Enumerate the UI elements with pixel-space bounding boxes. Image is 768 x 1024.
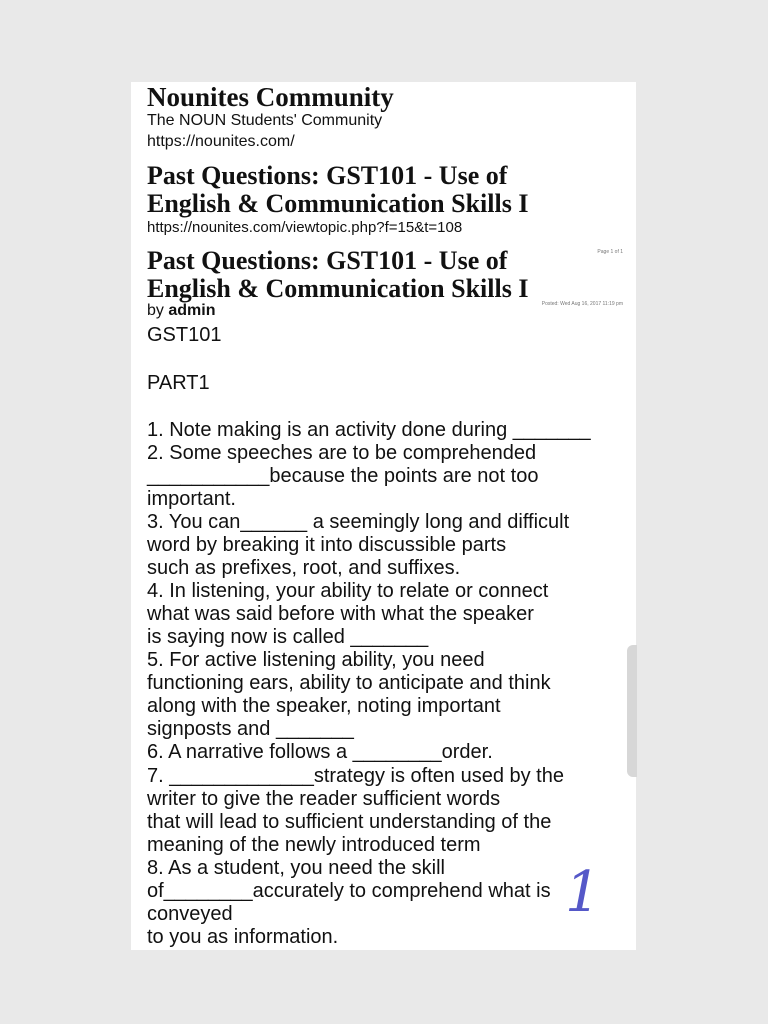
question-line: along with the speaker, noting important bbox=[147, 695, 501, 717]
by-label: by bbox=[147, 302, 164, 319]
question-line: conveyed bbox=[147, 903, 233, 925]
question-line: 8. As a student, you need the skill bbox=[147, 857, 445, 879]
question-line: 1. Note making is an activity done during _______ bbox=[147, 419, 591, 441]
question-line: 7. _____________strategy is often used by the bbox=[147, 765, 564, 787]
question-line: 3. You can______ a seemingly long and difficult bbox=[147, 511, 570, 533]
posted-date: Posted: Wed Aug 16, 2017 11:19 pm bbox=[541, 301, 623, 307]
question-line: important. bbox=[147, 488, 236, 510]
post-title-line2: English & Communication Skills I bbox=[147, 274, 529, 303]
byline bbox=[147, 302, 215, 320]
question-line: what was said before with what the speaker bbox=[147, 603, 534, 625]
site-subtitle: The NOUN Students' Community bbox=[147, 112, 383, 129]
handwritten-page-number: 1 bbox=[565, 860, 601, 925]
question-line: 5. For active listening ability, you need bbox=[147, 649, 485, 671]
page-indicator: Page 1 of 1 bbox=[597, 249, 623, 255]
course-code: GST101 bbox=[147, 324, 222, 346]
site-url[interactable]: https://nounites.com/ bbox=[147, 133, 295, 150]
side-scroll-handle[interactable] bbox=[627, 645, 637, 777]
question-line: meaning of the newly introduced term bbox=[147, 834, 481, 856]
site-title: Nounites Community bbox=[147, 82, 394, 112]
question-line: that will lead to sufficient understanding of the bbox=[147, 811, 552, 833]
document-title-line1: Past Questions: GST101 - Use of bbox=[147, 161, 508, 190]
question-line: 4. In listening, your ability to relate or connect bbox=[147, 580, 549, 602]
question-line: 6. A narrative follows a ________order. bbox=[147, 741, 493, 763]
question-line: ___________because the points are not too bbox=[147, 465, 539, 487]
question-line: 2. Some speeches are to be comprehended bbox=[147, 442, 537, 464]
part-heading: PART1 bbox=[147, 372, 210, 394]
document-page bbox=[131, 82, 636, 950]
question-line: signposts and _______ bbox=[147, 718, 354, 740]
document-title-line2: English & Communication Skills I bbox=[147, 189, 529, 218]
question-line: such as prefixes, root, and suffixes. bbox=[147, 557, 461, 579]
question-line: is saying now is called _______ bbox=[147, 626, 429, 648]
question-line: to you as information. bbox=[147, 926, 339, 948]
author-name[interactable]: admin bbox=[168, 302, 216, 319]
question-line: word by breaking it into discussible parts bbox=[147, 534, 507, 556]
post-title-line1: Past Questions: GST101 - Use of bbox=[147, 246, 508, 275]
question-line: functioning ears, ability to anticipate and think bbox=[147, 672, 551, 694]
question-line: writer to give the reader sufficient words bbox=[147, 788, 501, 810]
question-line: of________accurately to comprehend what is bbox=[147, 880, 551, 902]
document-url[interactable]: https://nounites.com/viewtopic.php?f=15&t=108 bbox=[147, 219, 463, 236]
